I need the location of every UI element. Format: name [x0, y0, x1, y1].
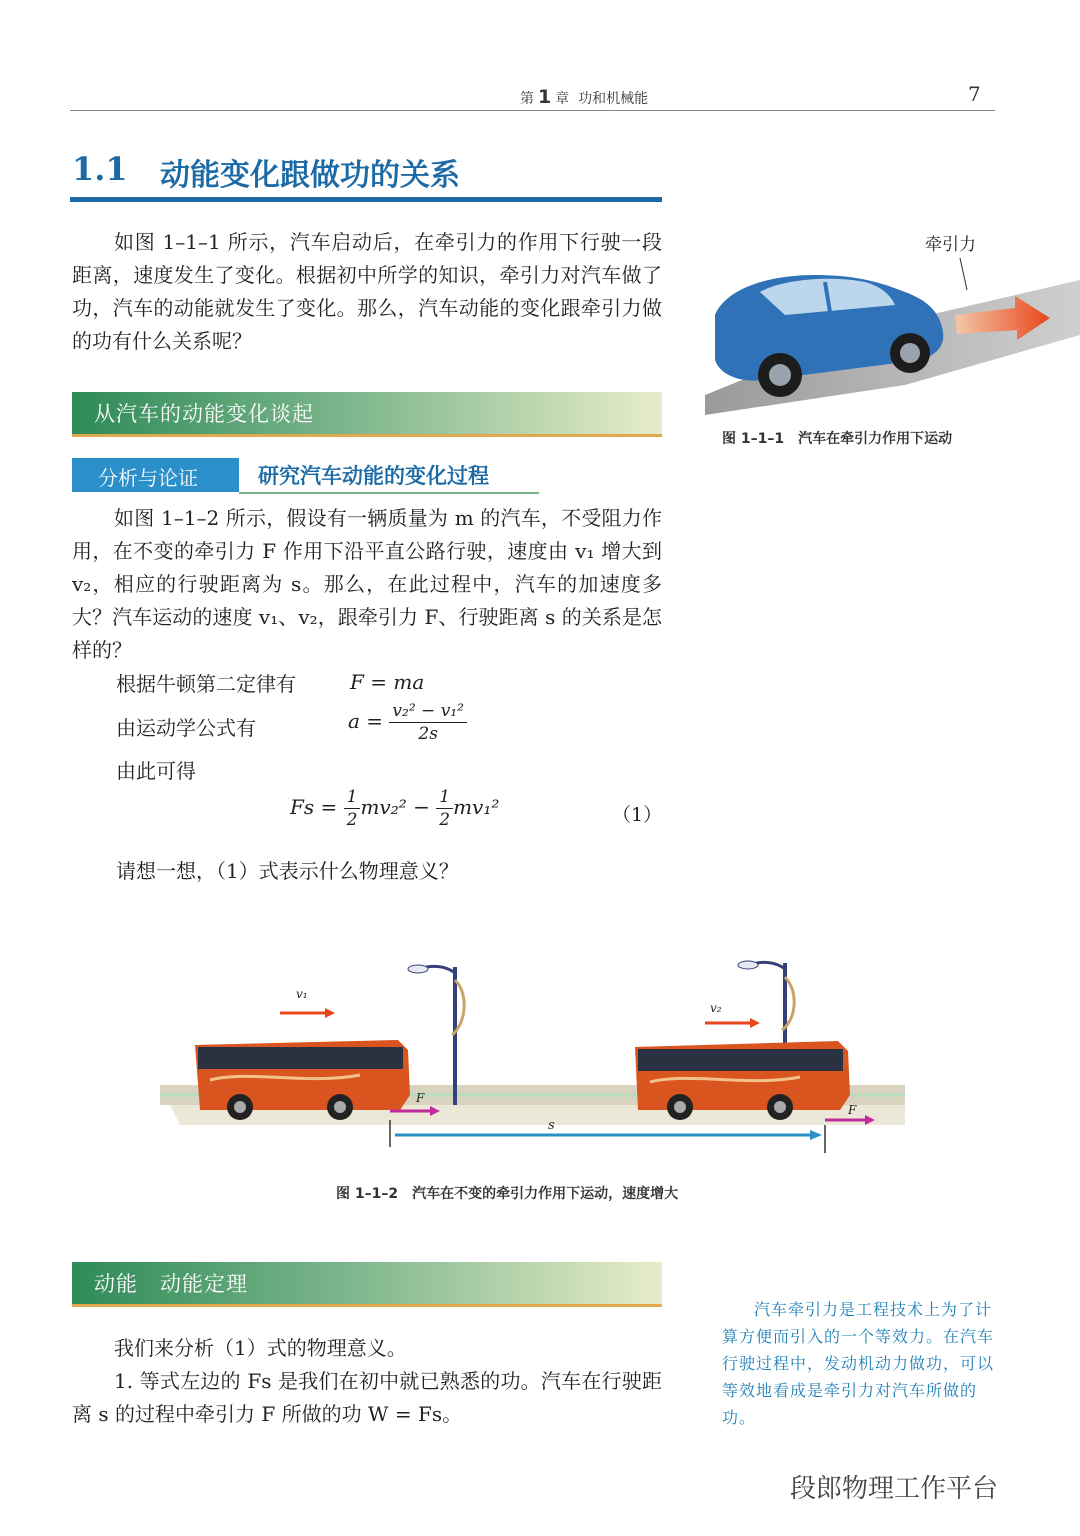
half-fraction-2 [436, 786, 453, 831]
section-number: 1.1 [72, 150, 128, 188]
figure1-caption: 图 1–1–1 汽车在牵引力作用下运动 [722, 431, 953, 447]
kinematics-label: 由运动学公式有 [116, 716, 256, 740]
force-label-2: F [848, 1103, 857, 1117]
think-question: 请想一想，（1）式表示什么物理意义？ [116, 859, 459, 883]
minus-sign: − [413, 795, 430, 819]
half-fraction-1 [344, 786, 361, 831]
bus-illustration [160, 955, 905, 1155]
term-1: mv₂² [360, 795, 407, 819]
analysis-title: 研究汽车动能的变化过程 [258, 464, 489, 488]
meaning-paragraph [72, 1332, 662, 1431]
chapter-prefix: 第 [520, 91, 534, 107]
subsection-bar-kinetic-energy [72, 1262, 662, 1307]
analysis-paragraph: 如图 1–1–2 所示，假设有一辆质量为 m 的汽车，不受阻力作用，在不变的牵引力 F 作用下沿平直公路行驶，速度由 v₁ 增大到 v₂，相应的行驶距离为 s。那么，在此过程中，汽车的加速度多大？汽车运动的速度 v₁、v₂，跟牵引力 F、行驶距离 s 的关系是怎样的？ [72, 506, 662, 662]
half-den-2: 2 [439, 810, 451, 830]
distance-label: s [548, 1118, 555, 1133]
traction-label: 牵引力 [925, 235, 976, 255]
bus-icon-right [635, 1041, 850, 1120]
kinematics-numerator: v₂² − v₁² [389, 700, 467, 723]
side-note: 汽车牵引力是工程技术上为了计算方便而引入的一个等效力。在汽车行驶过程中，发动机动力做功，可以等效地看成是牵引力对汽车所做的功。 [722, 1300, 995, 1427]
kinematics-fraction [389, 700, 467, 745]
watermark: 段郎物理工作平台 [790, 1474, 999, 1504]
v2-label: v₂ [710, 1001, 722, 1015]
figure-bus-motion [160, 955, 905, 1155]
header-divider [70, 110, 995, 111]
force-label-1: F [416, 1091, 425, 1105]
half-num-1: 1 [344, 786, 361, 809]
kinematics-lhs: a = [348, 709, 384, 733]
v1-label: v₁ [296, 987, 308, 1001]
newton-label: 根据牛顿第二定律有 [116, 672, 296, 696]
page-number: 7 [968, 82, 981, 106]
bus-icon-left [195, 1040, 410, 1120]
analysis-tag-label: 分析与论证 [98, 466, 198, 490]
street-lamp-icon [408, 965, 464, 1105]
intro-paragraph: 如图 1–1–1 所示，汽车启动后，在牵引力的作用下行驶一段距离，速度发生了变化。根据初中所学的知识，牵引力对汽车做了功，汽车的动能就发生了变化。那么，汽车动能的变化跟牵引力做的功有什么关系呢？ [72, 230, 662, 353]
meaning-line-1: 我们来分析（1）式的物理意义。 [114, 1336, 407, 1360]
analysis-tag [72, 458, 239, 492]
result-label: 由此可得 [116, 759, 196, 783]
analysis-underline [239, 492, 539, 494]
newton-equation: F = ma [350, 670, 425, 694]
chapter-suffix: 章 [555, 91, 570, 107]
kinematics-denominator: 2s [418, 724, 438, 744]
subsection-bar [72, 392, 662, 437]
chapter-title: 功和机械能 [578, 91, 649, 107]
term-2: mv₁² [453, 795, 500, 819]
half-den-1: 2 [346, 810, 358, 830]
kinematics-equation [348, 700, 467, 745]
title-underline [70, 197, 662, 202]
equation-number: （1） [612, 804, 663, 826]
figure-car-traction [705, 220, 1080, 415]
chapter-header [520, 86, 648, 108]
car-illustration [705, 220, 1080, 415]
chapter-number: 1 [538, 86, 552, 108]
section-title: 动能变化跟做功的关系 [160, 158, 460, 193]
work-energy-equation [290, 786, 499, 831]
subsection-title-2: 动能 动能定理 [94, 1272, 248, 1296]
eq-lhs: Fs = [290, 795, 338, 819]
meaning-line-2: 1. 等式左边的 Fs 是我们在初中就已熟悉的功。汽车在行驶距离 s 的过程中牵引力 F 所做的功 W = Fs。 [72, 1369, 662, 1426]
subsection-title: 从汽车的动能变化谈起 [94, 402, 314, 426]
half-num-2: 1 [436, 786, 453, 809]
figure2-caption: 图 1–1–2 汽车在不变的牵引力作用下运动，速度增大 [336, 1186, 679, 1202]
